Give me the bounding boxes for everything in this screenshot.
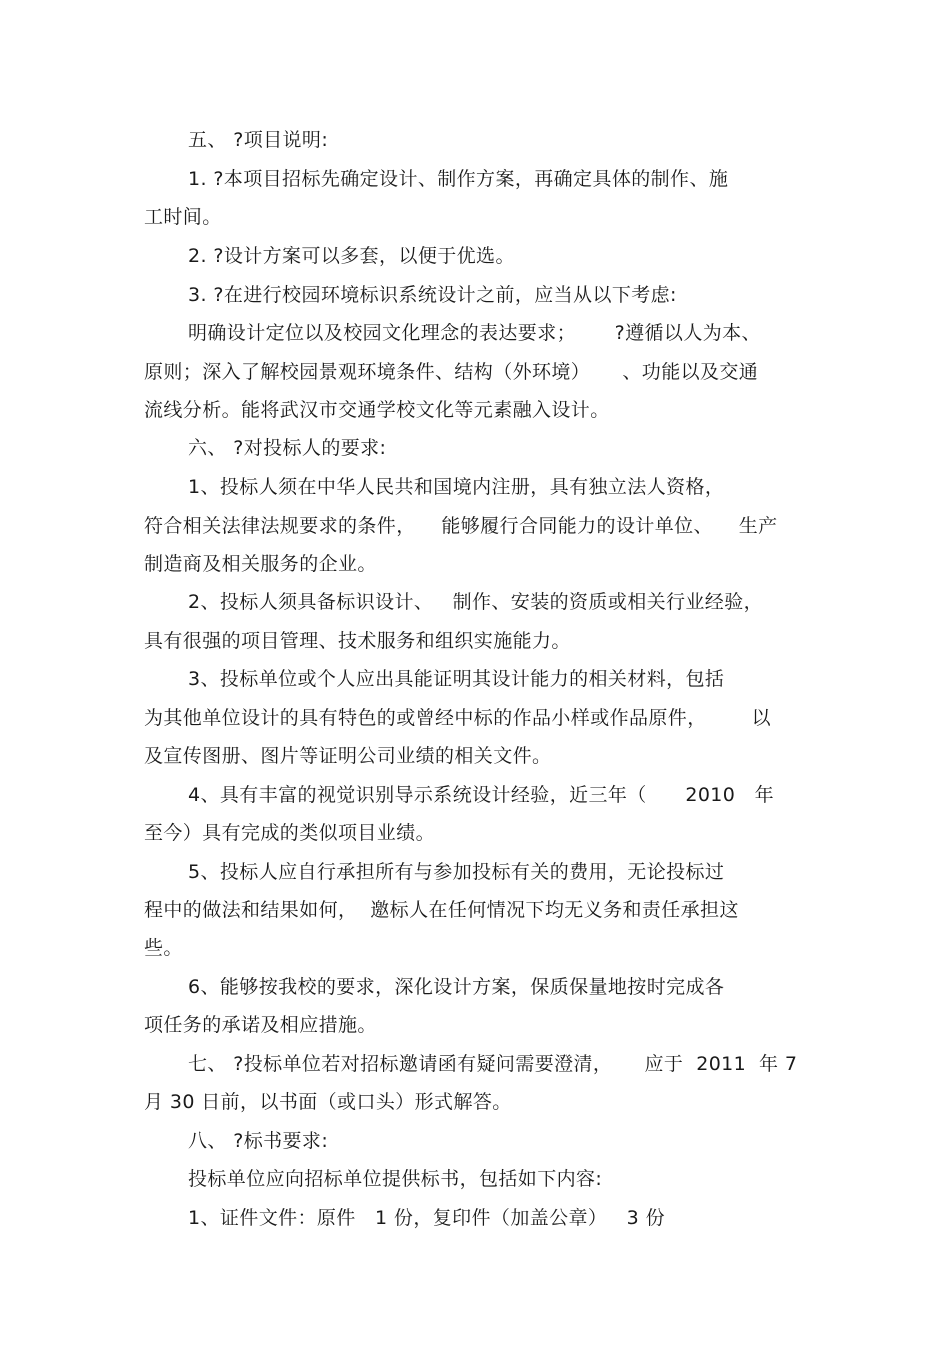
paragraph-line: 3. ?在进行校园环境标识系统设计之前，应当从以下考虑: <box>188 284 677 306</box>
paragraph-line: 4、具有丰富的视觉识别导示系统设计经验，近三年（ 2010 年 <box>188 784 774 806</box>
paragraph-line: 具有很强的项目管理、技术服务和组织实施能力。 <box>144 630 571 652</box>
paragraph-line: 1、投标人须在中华人民共和国境内注册，具有独立法人资格， <box>188 476 725 498</box>
paragraph-line: 1. ?本项目招标先确定设计、制作方案，再确定具体的制作、施 <box>188 168 729 190</box>
paragraph-line: 2. ?设计方案可以多套，以便于优选。 <box>188 245 515 267</box>
paragraph-line: 程中的做法和结果如何， 邀标人在任何情况下均无义务和责任承担这 <box>144 899 739 921</box>
paragraph-line: 3、投标单位或个人应出具能证明其设计能力的相关材料，包括 <box>188 668 725 690</box>
paragraph-line: 6、能够按我校的要求，深化设计方案，保质保量地按时完成各 <box>188 976 725 998</box>
paragraph-line: 制造商及相关服务的企业。 <box>144 553 377 575</box>
paragraph-line: 原则；深入了解校园景观环境条件、结构（外环境） 、功能以及交通 <box>144 361 759 383</box>
paragraph-line: 及宣传图册、图片等证明公司业绩的相关文件。 <box>144 745 552 767</box>
paragraph-line: 流线分析。能将武汉市交通学校文化等元素融入设计。 <box>144 399 610 421</box>
section-5-heading: 五、 ?项目说明: <box>188 129 329 151</box>
paragraph-line: 些。 <box>144 937 183 959</box>
paragraph-line: 为其他单位设计的具有特色的或曾经中标的作品小样或作品原件， 以 <box>144 707 772 729</box>
paragraph-line: 至今）具有完成的类似项目业绩。 <box>144 822 436 844</box>
section-6-heading: 六、 ?对投标人的要求: <box>188 437 387 459</box>
paragraph-line: 2、投标人须具备标识设计、 制作、安装的资质或相关行业经验， <box>188 591 764 613</box>
paragraph-line: 符合相关法律法规要求的条件， 能够履行合同能力的设计单位、 生产 <box>144 515 778 537</box>
paragraph-line: 明确设计定位以及校园文化理念的表达要求； ?遵循以人为本、 <box>188 322 761 344</box>
section-7-heading: 七、 ?投标单位若对招标邀请函有疑问需要澄清， 应于 2011 年 7 <box>188 1053 798 1075</box>
section-8-heading: 八、 ?标书要求: <box>188 1130 329 1152</box>
paragraph-line: 投标单位应向招标单位提供标书，包括如下内容: <box>188 1168 603 1190</box>
paragraph-line: 月 30 日前，以书面（或口头）形式解答。 <box>144 1091 512 1113</box>
paragraph-line: 5、投标人应自行承担所有与参加投标有关的费用，无论投标过 <box>188 861 725 883</box>
paragraph-line: 工时间。 <box>144 206 222 228</box>
paragraph-line: 项任务的承诺及相应措施。 <box>144 1014 377 1036</box>
paragraph-line: 1、证件文件：原件 1 份，复印件（加盖公章） 3 份 <box>188 1207 665 1229</box>
